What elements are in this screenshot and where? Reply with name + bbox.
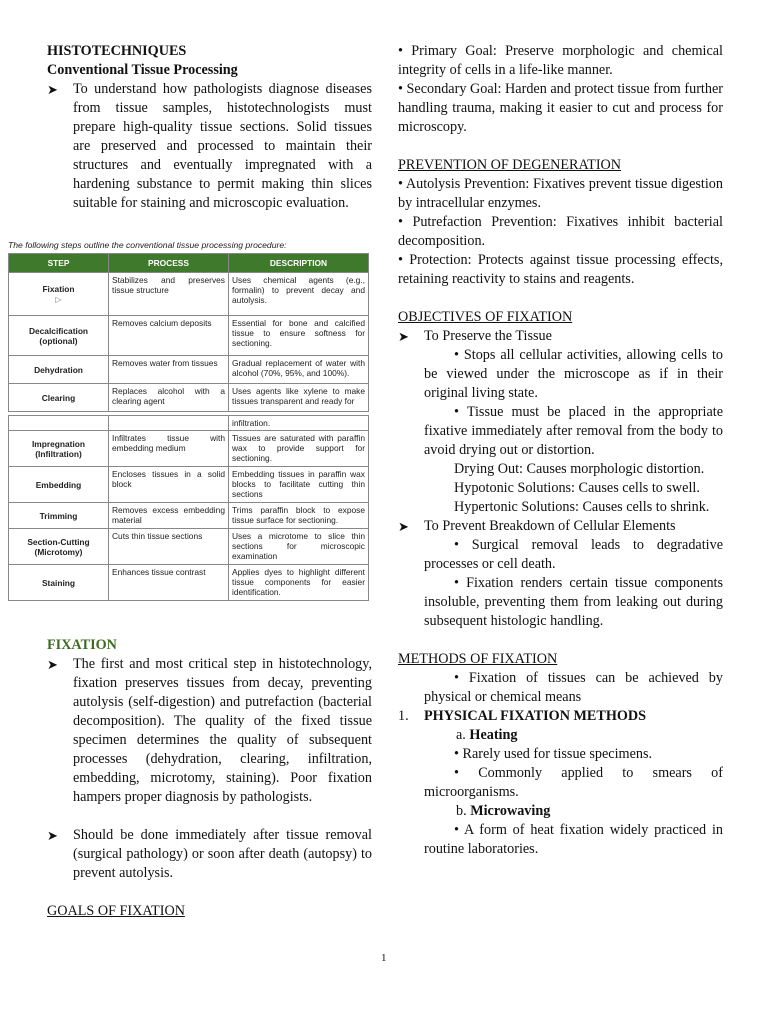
doc-title: HISTOTECHNIQUES [47, 43, 187, 59]
table-cell-description: Essential for bone and calcified tissue to ensure softness for sectioning. [229, 316, 369, 356]
objectives-heading: OBJECTIVES OF FIXATION [398, 309, 573, 325]
prevention-heading: PREVENTION OF DEGENERATION [398, 157, 622, 173]
fixation-heading: FIXATION [47, 637, 117, 653]
table-cell-step: Impregnation (Infiltration) [9, 431, 109, 467]
prevention-item: • Putrefaction Prevention: Fixatives inhibit bacterial decomposition. [398, 214, 723, 249]
table-row [9, 503, 369, 529]
arrow-bullet-icon: ➤ [398, 519, 409, 534]
table-row [9, 316, 369, 356]
fixation-paragraph-2: ➤ Should be done immediately after tissue removal (surgical pathology) or soon after death (autopsy) to prevent autolysis. [47, 827, 372, 881]
heating-bullet: • Rarely used for tissue specimens. [454, 746, 653, 762]
table-cell-description: Embedding tissues in paraffin wax blocks to facilitate cutting thin sections [229, 467, 369, 503]
intro-paragraph: ➤ To understand how pathologists diagnose diseases from tissue samples, histotechnologists must prepare high-quality tissue sections. Solid tissues are preserved and processed to maintain their structures and eventually impregnated with a hardening substance to permit making thin slices suitable for staining and microscopic evaluation. [47, 81, 372, 211]
arrow-bullet-icon: ➤ [398, 329, 409, 344]
right-column [398, 42, 723, 859]
goals-heading: GOALS OF FIXATION [47, 903, 185, 919]
table-row [9, 273, 369, 316]
table-cell-description: Uses a microtome to slice thin sections for microscopic examination [229, 529, 369, 565]
table-cell-step: Staining [9, 565, 109, 601]
table-cell-description: Uses agents like xylene to make tissues transparent and ready for [229, 384, 369, 412]
process-table-part2 [8, 415, 369, 601]
methods-bullet: • Fixation of tissues can be achieved by physical or chemical means [424, 670, 723, 705]
table-cell-process: Enhances tissue contrast [109, 565, 229, 601]
table-cell-process: Removes calcium deposits [109, 316, 229, 356]
table-cell-process: Removes excess embedding material [109, 503, 229, 529]
objective-2-title: ➤ To Prevent Breakdown of Cellular Elements [398, 518, 676, 534]
fixation-paragraph-1: ➤ The first and most critical step in histotechnology, fixation preserves tissues from decay, preventing autolysis (self-digestion) and putrefaction (bacterial decomposition). The quality of the fixed tissue specimen determines the quality of subsequent processes (dehydration, clearing, infiltration, embedding, microtomy, staining). Poor fixation hampers proper diagnosis by pathologists. [47, 656, 372, 805]
table-cell-process: Removes water from tissues [109, 356, 229, 384]
objective-1-bullet: • Tissue must be placed in the appropriate fixative immediately after removal from the body to avoid drying out or distortion. [424, 404, 723, 458]
table-row [9, 356, 369, 384]
physical-methods-title: 1. PHYSICAL FIXATION METHODS [398, 708, 647, 724]
table-row [9, 384, 369, 412]
table-cell-process [109, 416, 229, 431]
table-cell-process: Infiltrates tissue with embedding medium [109, 431, 229, 467]
table-cell-step: Dehydration [9, 356, 109, 384]
table-header-row [9, 254, 369, 273]
table-cell-step [9, 416, 109, 431]
table-cell-step: Fixation ▷ [9, 273, 109, 316]
goal-primary: • Primary Goal: Preserve morphologic and chemical integrity of cells in a life-like manner. [398, 43, 723, 78]
methods-heading: METHODS OF FIXATION [398, 651, 558, 667]
table-row [9, 467, 369, 503]
table-cell-process: Stabilizes and preserves tissue structure [109, 273, 229, 316]
table-cell-process: Replaces alcohol with a clearing agent [109, 384, 229, 412]
table-cell-description: Uses chemical agents (e.g., formalin) to prevent decay and autolysis. [229, 273, 369, 316]
prevention-item: • Autolysis Prevention: Fixatives prevent tissue digestion by intracellular enzymes. [398, 176, 723, 211]
table-cell-description: Gradual replacement of water with alcohol (70%, 95%, and 100%). [229, 356, 369, 384]
table-row [9, 416, 369, 431]
objective-1-bullet: • Stops all cellular activities, allowing cells to be viewed under the microscope as if in their original living state. [424, 347, 723, 401]
table-row [9, 431, 369, 467]
list-number: 1. [398, 708, 409, 724]
heating-bullet: • Commonly applied to smears of microorganisms. [424, 765, 723, 800]
objective-2-bullet: • Surgical removal leads to degradative processes or cell death. [424, 537, 723, 572]
arrow-bullet-icon: ➤ [47, 657, 58, 672]
table-row [9, 565, 369, 601]
objective-2-bullet: • Fixation renders certain tissue components insoluble, preventing them from leaking out during subsequent histologic handling. [424, 575, 723, 629]
process-table-part1 [8, 253, 369, 412]
table-cell-description: Tissues are saturated with paraffin wax to provide support for sectioning. [229, 431, 369, 467]
table-cell-description: infiltration. [229, 416, 369, 431]
left-column-bottom [47, 636, 372, 921]
table-cell-description: Applies dyes to highlight different tissue components for easier identification. [229, 565, 369, 601]
header-process: PROCESS [109, 254, 229, 273]
header-description: DESCRIPTION [229, 254, 369, 273]
arrow-bullet-icon: ➤ [47, 828, 58, 843]
table-caption: The following steps outline the conventional tissue processing procedure: [8, 240, 287, 250]
table-cell-step: Trimming [9, 503, 109, 529]
left-column-top [47, 42, 372, 213]
table-cell-process: Cuts thin tissue sections [109, 529, 229, 565]
table-row [9, 529, 369, 565]
table-cell-step: Decalcification (optional) [9, 316, 109, 356]
objective-1-detail: Drying Out: Causes morphologic distortion. [454, 461, 705, 477]
goal-secondary: • Secondary Goal: Harden and protect tissue from further handling trauma, making it easier to cut and process for microscopy. [398, 81, 723, 135]
objective-1-title: ➤ To Preserve the Tissue [398, 328, 552, 344]
table-cell-process: Encloses tissues in a solid block [109, 467, 229, 503]
prevention-item: • Protection: Protects against tissue processing effects, retaining reactivity to stains and reagents. [398, 252, 723, 287]
header-step: STEP [9, 254, 109, 273]
microwave-title: b. Microwaving [456, 803, 551, 819]
arrow-bullet-icon: ➤ [47, 82, 58, 97]
table-cell-step: Clearing [9, 384, 109, 412]
page-number: 1 [381, 952, 387, 964]
heating-title: a. Heating [456, 727, 518, 743]
objective-1-detail: Hypotonic Solutions: Causes cells to swell. [454, 480, 700, 496]
table-cell-step: Embedding [9, 467, 109, 503]
cursor-icon: ▷ [55, 294, 62, 304]
section-title: Conventional Tissue Processing [47, 62, 238, 78]
table-cell-step: Section-Cutting (Microtomy) [9, 529, 109, 565]
objective-1-detail: Hypertonic Solutions: Causes cells to shrink. [454, 499, 710, 515]
table-cell-description: Trims paraffin block to expose tissue surface for sectioning. [229, 503, 369, 529]
microwave-bullet: • A form of heat fixation widely practiced in routine laboratories. [424, 822, 723, 857]
